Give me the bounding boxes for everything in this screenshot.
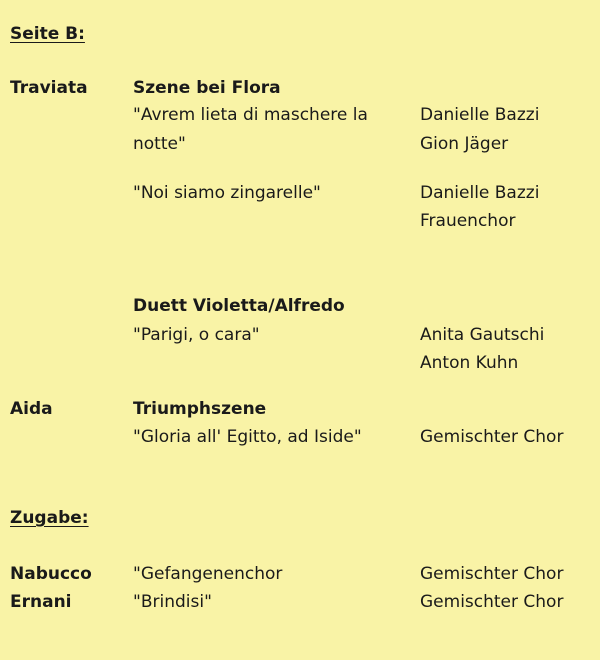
piece-line: "Gefangenenchor [133, 564, 283, 584]
scene-title-triumph: Triumphszene [133, 399, 267, 419]
performer: Gemischter Chor [420, 427, 564, 447]
piece-line: "Brindisi" [133, 592, 212, 612]
opera-title-traviata: Traviata [10, 78, 88, 98]
encore-heading: Zugabe: [10, 508, 89, 528]
performer: Danielle Bazzi [420, 105, 540, 125]
performer: Frauenchor [420, 211, 516, 231]
piece-line: "Gloria all' Egitto, ad Iside" [133, 427, 362, 447]
performer: Gemischter Chor [420, 564, 564, 584]
opera-title-ernani: Ernani [10, 592, 72, 612]
side-b-heading: Seite B: [10, 24, 85, 44]
performer: Gion Jäger [420, 134, 509, 154]
performer: Anita Gautschi [420, 325, 545, 345]
opera-title-aida: Aida [10, 399, 53, 419]
piece-line: "Noi siamo zingarelle" [133, 183, 321, 203]
performer: Gemischter Chor [420, 592, 564, 612]
performer: Danielle Bazzi [420, 183, 540, 203]
scene-title-flora: Szene bei Flora [133, 78, 281, 98]
piece-line: notte" [133, 134, 186, 154]
scene-title-duet: Duett Violetta/Alfredo [133, 296, 345, 316]
piece-line: "Avrem lieta di maschere la [133, 105, 368, 125]
opera-title-nabucco: Nabucco [10, 564, 92, 584]
performer: Anton Kuhn [420, 353, 519, 373]
piece-line: "Parigi, o cara" [133, 325, 260, 345]
